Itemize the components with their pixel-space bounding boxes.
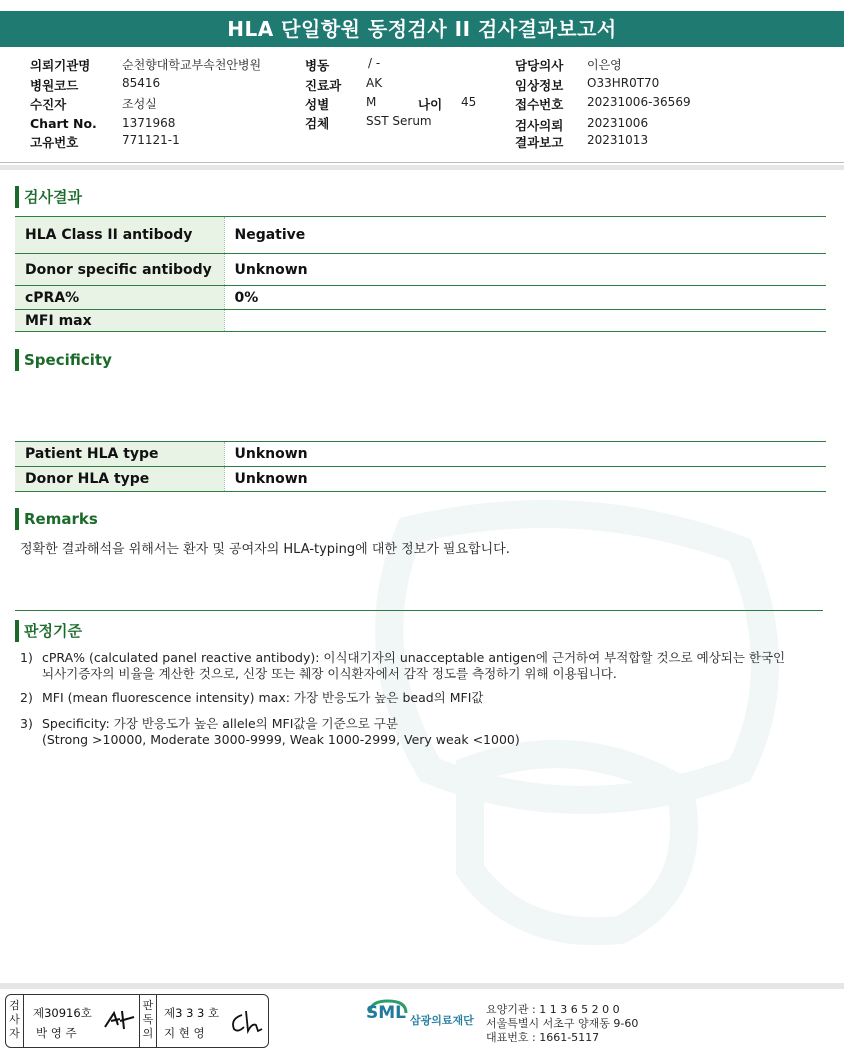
inspector-label-text: 검사자 (9, 999, 20, 1040)
reviewer-label-text: 판독의 (142, 999, 154, 1040)
spec-value: Unknown (224, 467, 826, 492)
section-heading-remarks: Remarks (15, 508, 98, 530)
divider (15, 610, 823, 611)
table-row (15, 254, 826, 286)
info-label: 검사의뢰 (515, 118, 564, 133)
result-key: HLA Class II antibody (15, 217, 224, 254)
section-heading-results: 검사결과 (15, 186, 82, 208)
section-heading-specificity: Specificity (15, 349, 112, 371)
info-value: 이은영 (587, 58, 622, 72)
reviewer-number: 제3 3 3 호 (164, 1006, 220, 1020)
info-label: 수진자 (30, 97, 67, 112)
criteria-item (20, 716, 820, 750)
table-row (15, 310, 826, 332)
criteria-item (20, 690, 820, 708)
info-value: O33HR0T70 (587, 76, 660, 90)
result-key: MFI max (15, 310, 224, 332)
spec-key: Donor HLA type (15, 467, 224, 492)
info-value: M (366, 95, 377, 109)
table-row (15, 217, 826, 254)
info-value: 20231006-36569 (587, 95, 691, 109)
info-label: 임상정보 (515, 78, 564, 93)
info-value: AK (366, 76, 383, 90)
divider (0, 165, 844, 170)
info-value: 1371968 (122, 116, 176, 130)
info-value: 순천향대학교부속천안병원 (122, 58, 262, 72)
criteria-number: 3) (20, 716, 33, 731)
divider (0, 162, 844, 163)
info-label: 진료과 (305, 78, 342, 93)
org-code: 요양기관 : 1 1 3 6 5 2 0 0 (486, 1003, 620, 1016)
result-value: Unknown (224, 254, 826, 286)
section-heading-criteria: 판정기준 (15, 620, 82, 642)
table-row (15, 442, 826, 467)
criteria-number: 1) (20, 650, 33, 665)
info-label: 병원코드 (30, 78, 79, 93)
info-value: SST Serum (366, 114, 432, 128)
info-label: 검체 (305, 116, 330, 131)
inspector-name: 박 영 주 (36, 1026, 77, 1040)
org-name: 삼광의료재단 (410, 1014, 474, 1027)
criteria-line: MFI (mean fluorescence intensity) max: 가장 반응도가 높은 bead의 MFI값 (42, 690, 484, 705)
result-value (224, 310, 826, 332)
signature-box (5, 994, 269, 1048)
criteria-number: 2) (20, 690, 33, 705)
info-value: 85416 (122, 76, 161, 90)
org-phone: 대표번호 : 1661-5117 (486, 1031, 600, 1044)
patient-info (0, 54, 844, 164)
info-value: 771121-1 (122, 133, 180, 147)
inspector-label (6, 995, 24, 1047)
spec-key: Patient HLA type (15, 442, 224, 467)
info-label: 성별 (305, 97, 330, 112)
info-value: 20231013 (587, 133, 649, 147)
remarks-text: 정확한 결과해석을 위해서는 환자 및 공여자의 HLA-typing에 대한 정보가 필요합니다. (20, 542, 510, 557)
info-label: 병동 (305, 58, 330, 73)
criteria-line: 뇌사기증자의 비율을 계산한 것으로, 신장 또는 췌장 이식환자에서 감작 정도를 측정하기 위해 이용됩니다. (42, 666, 617, 681)
spec-value: Unknown (224, 442, 826, 467)
result-value: Negative (224, 217, 826, 254)
table-row (15, 467, 826, 492)
info-label: 의뢰기관명 (30, 58, 91, 73)
info-value: / - (368, 56, 381, 70)
reviewer-label (139, 995, 157, 1047)
info-label: 나이 (418, 97, 443, 112)
criteria-line: (Strong >10000, Moderate 3000-9999, Weak 1000-2999, Very weak <1000) (42, 732, 520, 747)
org-info (486, 1003, 638, 1045)
info-label: 담당의사 (515, 58, 564, 73)
org-address: 서울특별시 서초구 양재동 9-60 (486, 1017, 639, 1030)
inspector-signature-icon (102, 1007, 136, 1033)
criteria-line: cPRA% (calculated panel reactive antibody): 이식대기자의 unacceptable antigen에 근거하여 부적합할 것으로 예상되는 한국인 (42, 650, 786, 665)
info-value: 45 (461, 95, 477, 109)
inspector-number: 제30916호 (33, 1006, 92, 1020)
info-label: 고유번호 (30, 135, 79, 150)
reviewer-signature-icon (228, 1009, 264, 1035)
specificity-table (15, 441, 826, 492)
report-title: HLA 단일항원 동정검사 II 검사결과보고서 (0, 11, 844, 47)
criteria-line: Specificity: 가장 반응도가 높은 allele의 MFI값을 기준으로 구분 (42, 716, 398, 731)
sml-logo-text: SML (366, 1003, 406, 1023)
info-value: 조성실 (122, 97, 157, 111)
info-label: 결과보고 (515, 135, 564, 150)
criteria-item (20, 650, 820, 684)
result-key: cPRA% (15, 286, 224, 310)
info-label: Chart No. (30, 116, 97, 131)
reviewer-name: 지 현 영 (164, 1026, 205, 1040)
result-value: 0% (224, 286, 826, 310)
info-label: 접수번호 (515, 97, 564, 112)
result-key: Donor specific antibody (15, 254, 224, 286)
results-table (15, 216, 826, 332)
table-row (15, 286, 826, 310)
footer-divider (0, 983, 844, 989)
info-value: 20231006 (587, 116, 649, 130)
